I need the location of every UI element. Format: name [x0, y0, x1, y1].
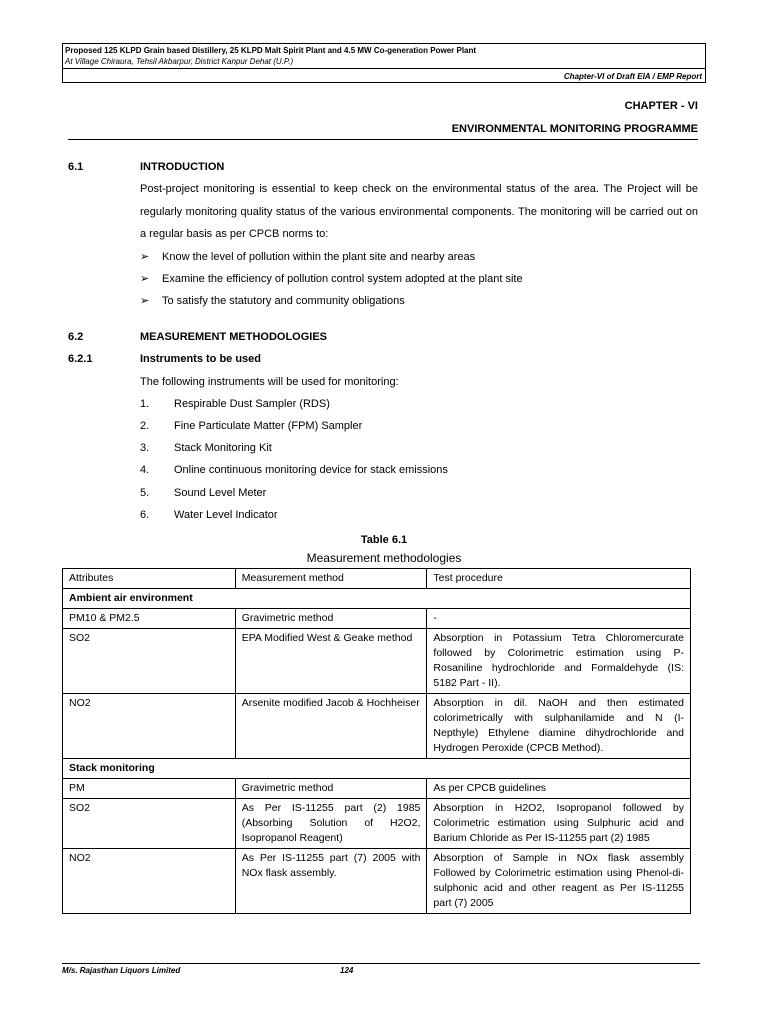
instruments-intro: The following instruments will be used for monitoring:: [140, 376, 399, 388]
instrument-item: 6. Water Level Indicator: [140, 509, 278, 521]
subsection-6-2-1-number: 6.2.1: [68, 353, 93, 365]
table-cell: PM: [63, 779, 236, 799]
intro-paragraph: Post-project monitoring is essential to keep check on the environmental status of the area. The Project will be regularly monitoring quality status of the various environmental components. The monitoring will be carried out on a regular basis as per CPCB norms to:: [140, 183, 698, 240]
column-header: Measurement method: [235, 569, 427, 589]
header-location: At Village Chiraura, Tehsil Akbarpur, District Kanpur Dehat (U.P.): [65, 57, 294, 66]
section-6-2-number: 6.2: [68, 331, 84, 343]
footer-divider: [62, 963, 700, 964]
arrow-bullet-icon: ➢: [140, 295, 150, 307]
table-cell: As Per IS-11255 part (7) 2005 with NOx flask assembly.: [235, 849, 427, 914]
column-header: Attributes: [63, 569, 236, 589]
instrument-item: 3. Stack Monitoring Kit: [140, 442, 272, 454]
bullet-item: ➢ Examine the efficiency of pollution control system adopted at the plant site: [140, 273, 523, 285]
table-row: [63, 849, 691, 914]
table-caption: Table 6.1: [360, 534, 408, 546]
section-6-1-title: INTRODUCTION: [140, 161, 225, 173]
page-number: 124: [340, 966, 354, 975]
table-row: [63, 799, 691, 849]
instrument-item: 4. Online continuous monitoring device for stack emissions: [140, 464, 448, 476]
table-cell: Absorption in H2O2, Isopropanol followed by Colorimetric estimation using Sulphuric acid and Barium Chloride as Per IS-11255 part (2) 1985: [427, 799, 691, 849]
table-row: [63, 609, 691, 629]
header-chapter-ref: Chapter-VI of Draft EIA / EMP Report: [563, 72, 702, 81]
table-row: [63, 694, 691, 759]
table-cell: -: [427, 609, 691, 629]
instrument-item: 5. Sound Level Meter: [140, 487, 267, 499]
table-section-row: [63, 589, 691, 609]
table-cell: NO2: [63, 849, 236, 914]
bullet-item: ➢ Know the level of pollution within the plant site and nearby areas: [140, 251, 476, 263]
table-cell: PM10 & PM2.5: [63, 609, 236, 629]
bullet-item: ➢ To satisfy the statutory and community obligations: [140, 295, 405, 307]
instrument-item: 2. Fine Particulate Matter (FPM) Sampler: [140, 420, 363, 432]
arrow-bullet-icon: ➢: [140, 251, 150, 263]
chapter-number: CHAPTER - VI: [624, 100, 698, 112]
table-header-row: [63, 569, 691, 589]
table-cell: As Per IS-11255 part (2) 1985 (Absorbing Solution of H2O2, Isopropanol Reagent): [235, 799, 427, 849]
subsection-6-2-1-title: Instruments to be used: [140, 353, 262, 365]
table-cell: EPA Modified West & Geake method: [235, 629, 427, 694]
header-project-title: Proposed 125 KLPD Grain based Distillery, 25 KLPD Malt Spirit Plant and 4.5 MW Co-generation Power Plant: [65, 46, 477, 55]
table-cell: Absorption of Sample in NOx flask assembly Followed by Colorimetric estimation using Phenol-di-sulphonic acid and other reagent as Per IS-11255 part (7) 2005: [427, 849, 691, 914]
table-cell: Arsenite modified Jacob & Hochheiser: [235, 694, 427, 759]
chapter-divider: [68, 139, 698, 140]
column-header: Test procedure: [427, 569, 691, 589]
table-cell: Gravimetric method: [235, 779, 427, 799]
table-cell: SO2: [63, 629, 236, 694]
table-cell: SO2: [63, 799, 236, 849]
instrument-item: 1. Respirable Dust Sampler (RDS): [140, 398, 330, 410]
table-row: [63, 779, 691, 799]
section-label: Ambient air environment: [63, 589, 691, 609]
table-cell: Absorption in Potassium Tetra Chloromercurate followed by Colorimetric estimation using P-Rosaniline hydrochloride and Formaldehyde (IS: 5182 Part - II).: [427, 629, 691, 694]
table-row: [63, 629, 691, 694]
table-cell: As per CPCB guidelines: [427, 779, 691, 799]
section-6-1-number: 6.1: [68, 161, 84, 173]
section-6-2-title: MEASUREMENT METHODOLOGIES: [140, 331, 328, 343]
header-divider: [62, 68, 706, 69]
section-label: Stack monitoring: [63, 759, 691, 779]
table-cell: NO2: [63, 694, 236, 759]
chapter-title: ENVIRONMENTAL MONITORING PROGRAMME: [451, 123, 698, 135]
table-title: Measurement methodologies: [306, 551, 462, 565]
table-cell: Gravimetric method: [235, 609, 427, 629]
footer-company: M/s. Rajasthan Liquors Limited: [62, 966, 181, 975]
arrow-bullet-icon: ➢: [140, 273, 150, 285]
measurement-methodologies-table: [62, 568, 691, 914]
table-cell: Absorption in dil. NaOH and then estimated colorimetrically with sulphanilamide and N (I-Nepthyle) Ethylene diamine dihydrochloride and Hydrogen Peroxide (CPCB Method).: [427, 694, 691, 759]
table-section-row: [63, 759, 691, 779]
